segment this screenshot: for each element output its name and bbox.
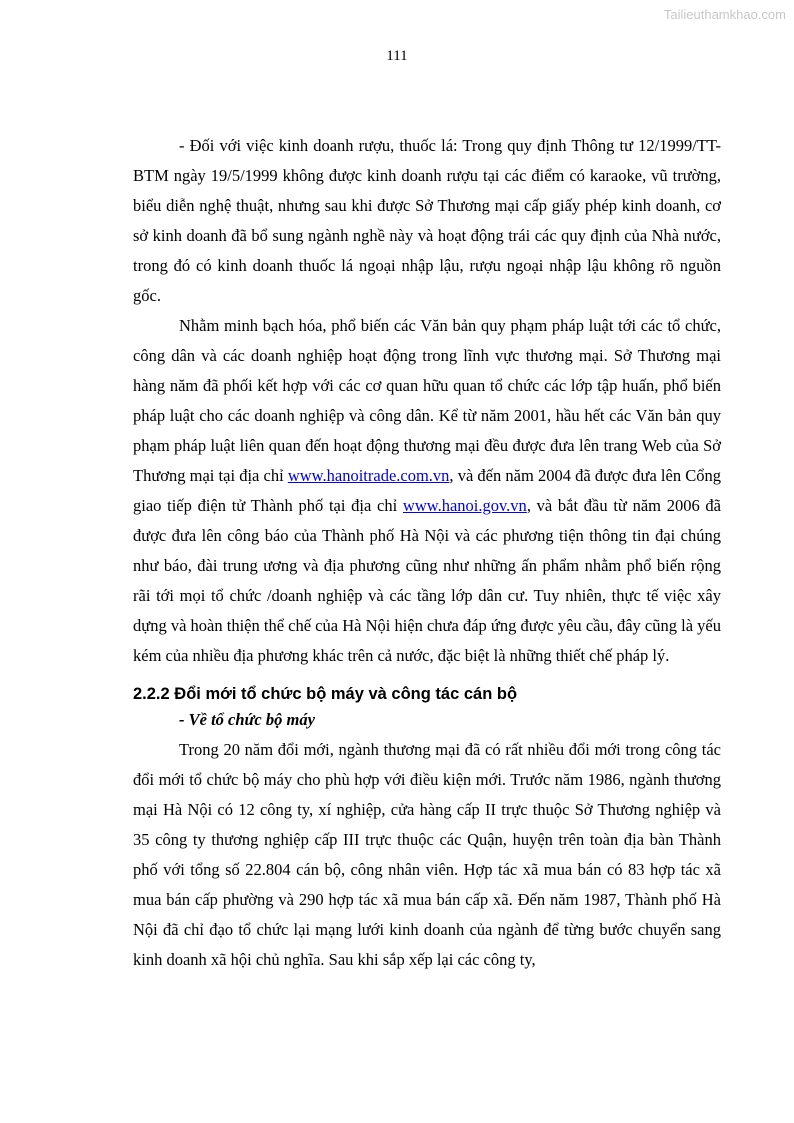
paragraph-alcohol-tobacco: - Đối với việc kinh doanh rượu, thuốc lá: Trong quy định Thông tư 12/1999/TT-BTM ngày 19/5/1999 không được kinh doanh rượu tại các điểm có karaoke, vũ trường, biểu diễn nghệ thuật, nhưng sau khi được Sở Thương mại cấp giấy phép kinh doanh, cơ sở kinh doanh đã bổ sung ngành nghề này và hoạt động trái các quy định của Nhà nước, trong đó có kinh doanh thuốc lá ngoại nhập lậu, rượu ngoại nhập lậu không rõ nguồn gốc.: [133, 136, 721, 305]
paragraph-text: , và bắt đầu từ năm 2006 đã được đưa lên công báo của Thành phố Hà Nội và các phương tiện thông tin đại chúng như báo, đài trung ương và địa phương cũng như những ấn phẩm nhằm phổ biến rộng rãi tới mọi tổ chức /doanh nghiệp và các tầng lớp dân cư. Tuy nhiên, thực tế việc xây dựng và hoàn thiện thể chế của Hà Nội hiện chưa đáp ứng được yêu cầu, đây cũng là yếu kém của nhiều địa phương khác trên cả nước, đặc biệt là những thiết chế pháp lý.: [133, 496, 721, 665]
watermark-text: Tailieuthamkhao.com: [663, 7, 786, 22]
paragraph-legal-dissemination: [133, 311, 721, 671]
sub-heading: - Về tổ chức bộ máy: [179, 710, 315, 729]
section-heading: 2.2.2 Đổi mới tổ chức bộ máy và công tác cán bộ: [133, 685, 518, 703]
hanoi-gov-link[interactable]: www.hanoi.gov.vn: [402, 496, 527, 515]
page-number: 111: [386, 48, 408, 64]
paragraph-organization: Trong 20 năm đổi mới, ngành thương mại đã có rất nhiều đổi mới trong công tác đổi mới tổ chức bộ máy cho phù hợp với điều kiện mới. Trước năm 1986, ngành thương mại Hà Nội có 12 công ty, xí nghiệp, cửa hàng cấp II trực thuộc Sở Thương nghiệp và 35 công ty thương nghiệp cấp III trực thuộc các Quận, huyện trên toàn địa bàn Thành phố với tổng số 22.804 cán bộ, công nhân viên. Hợp tác xã mua bán có 83 hợp tác xã mua bán cấp phường và 290 hợp tác xã mua bán cấp xã. Đến năm 1987, Thành phố Hà Nội đã chỉ đạo tổ chức lại mạng lưới kinh doanh của ngành để từng bước chuyển sang kinh doanh xã hội chủ nghĩa. Sau khi sắp xếp lại các công ty,: [133, 740, 721, 969]
paragraph-text: Nhằm minh bạch hóa, phổ biến các Văn bản quy phạm pháp luật tới các tổ chức, công dân và các doanh nghiệp hoạt động trong lĩnh vực thương mại. Sở Thương mại hàng năm đã phối kết hợp với các cơ quan hữu quan tổ chức các lớp tập huấn, phổ biến pháp luật cho các doanh nghiệp và công dân. Kể từ năm 2001, hầu hết các Văn bản quy phạm pháp luật liên quan đến hoạt động thương mại đều được đưa lên trang Web của Sở Thương mại tại địa chỉ: [133, 316, 721, 485]
hanoitrade-link[interactable]: www.hanoitrade.com.vn: [287, 466, 450, 485]
paragraph-text: , và đến năm 2004 đã được đưa lên Cổng giao tiếp điện tử Thành phố tại địa chỉ: [133, 466, 721, 515]
document-body: [133, 131, 721, 975]
